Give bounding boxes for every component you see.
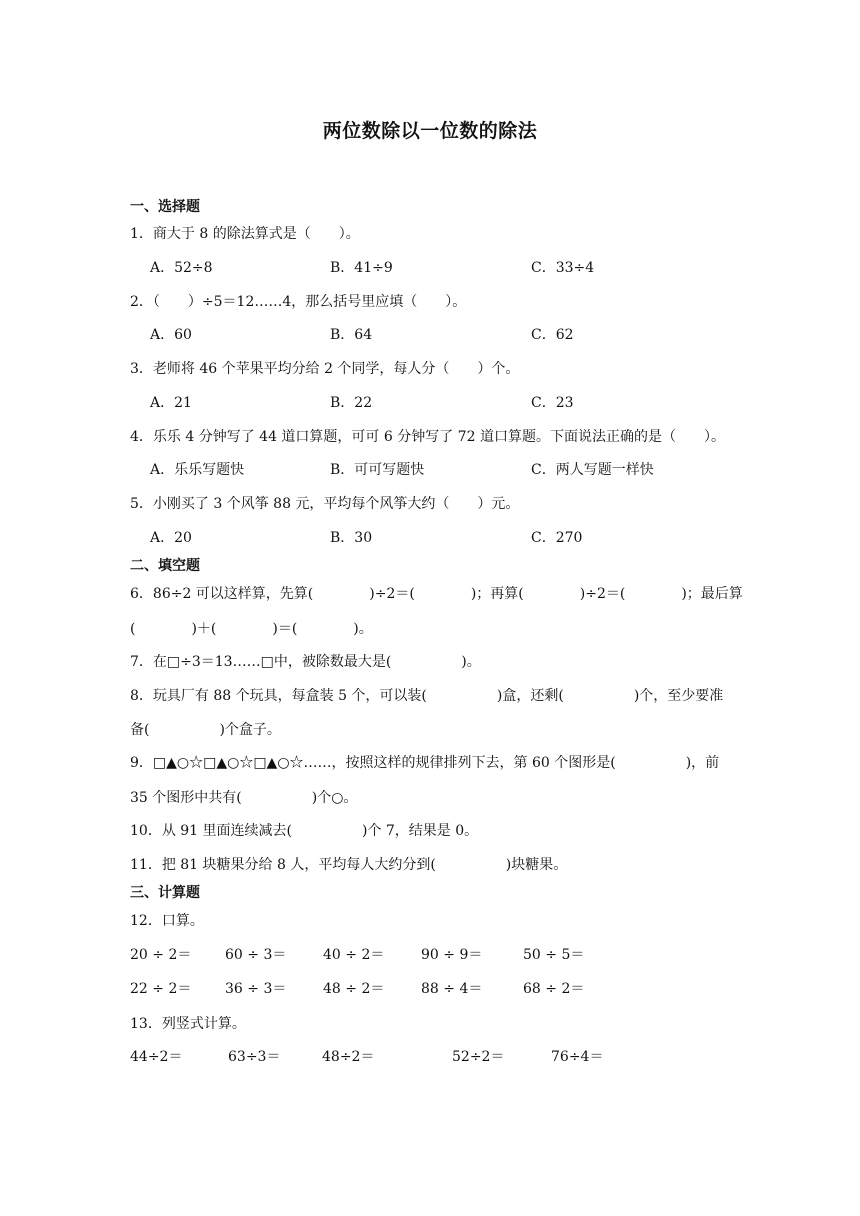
q4-option-a: A．乐乐写题快 [150,462,245,478]
question-1: 1．商大于 8 的除法算式是（ ）。 [130,226,360,242]
q1-option-b: B．41÷9 [330,260,393,276]
q1-option-a: A．52÷8 [150,260,213,276]
vertical-calc-item: 52÷2＝ [452,1049,505,1065]
oral-calc-item: 36 ÷ 3＝ [225,981,287,997]
question-6-line-2: ( )＋( )＝( )。 [130,621,373,637]
question-10: 10．从 91 里面连续减去( )个 7，结果是 0。 [130,823,479,839]
oral-calc-item: 48 ÷ 2＝ [323,981,385,997]
question-13: 13．列竖式计算。 [130,1016,246,1032]
oral-calc-item: 60 ÷ 3＝ [225,947,287,963]
vertical-calc-item: 48÷2＝ [322,1049,375,1065]
oral-calc-item: 22 ÷ 2＝ [130,981,192,997]
question-9-line-2: 35 个图形中共有( )个○。 [130,790,358,806]
q5-option-a: A．20 [150,530,192,546]
question-2: 2．（ ）÷5＝12……4，那么括号里应填（ ）。 [130,294,467,310]
question-3: 3．老师将 46 个苹果平均分给 2 个同学，每人分（ ）个。 [130,361,520,377]
page-title: 两位数除以一位数的除法 [322,120,538,142]
question-7: 7．在□÷3＝13……□中，被除数最大是( )。 [130,654,481,670]
q2-option-a: A．60 [150,327,192,343]
oral-calc-item: 88 ÷ 4＝ [421,981,483,997]
q3-option-a: A．21 [150,395,192,411]
section-heading-choice: 一、选择题 [130,199,200,215]
q4-option-c: C．两人写题一样快 [531,462,654,478]
vertical-calc-item: 76÷4＝ [551,1049,604,1065]
oral-calc-item: 20 ÷ 2＝ [130,947,192,963]
section-heading-fill: 二、填空题 [130,558,200,574]
question-11: 11．把 81 块糖果分给 8 人，平均每人大约分到( )块糖果。 [130,857,568,873]
q1-option-c: C．33÷4 [531,260,595,276]
q5-option-c: C．270 [531,530,583,546]
vertical-calc-item: 63÷3＝ [228,1049,281,1065]
q4-option-b: B．可可写题快 [330,462,425,478]
question-8-line-2: 备( )个盒子。 [130,722,281,738]
question-6-line-1: 6．86÷2 可以这样算，先算( )÷2＝( )；再算( )÷2＝( )；最后算 [130,586,743,602]
q5-option-b: B．30 [330,530,373,546]
question-4: 4．乐乐 4 分钟写了 44 道口算题，可可 6 分钟写了 72 道口算题。下面说法正确的是（ ）。 [130,429,725,445]
oral-calc-item: 50 ÷ 5＝ [523,947,585,963]
q2-option-b: B．64 [330,327,373,343]
question-5: 5．小刚买了 3 个风筝 88 元，平均每个风筝大约（ ）元。 [130,496,520,512]
q3-option-b: B．22 [330,395,373,411]
oral-calc-item: 68 ÷ 2＝ [523,981,585,997]
section-heading-calc: 三、计算题 [130,885,200,901]
question-12: 12．口算。 [130,913,204,929]
q3-option-c: C．23 [531,395,574,411]
oral-calc-item: 90 ÷ 9＝ [421,947,483,963]
question-9-line-1: 9．□▲○☆□▲○☆□▲○☆……，按照这样的规律排列下去，第 60 个图形是( )，前 [130,755,720,771]
vertical-calc-item: 44÷2＝ [130,1049,183,1065]
question-8-line-1: 8．玩具厂有 88 个玩具，每盒装 5 个，可以装( )盒，还剩( )个，至少要准 [130,688,724,704]
oral-calc-item: 40 ÷ 2＝ [323,947,385,963]
q2-option-c: C．62 [531,327,574,343]
